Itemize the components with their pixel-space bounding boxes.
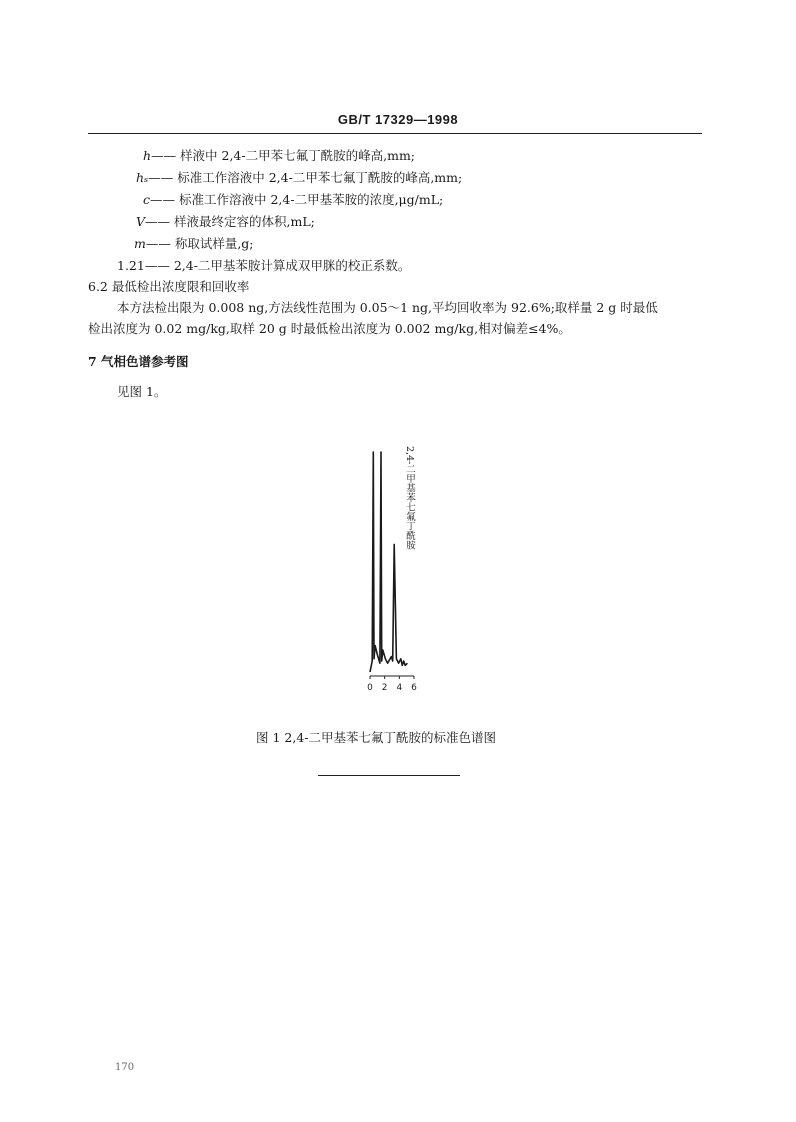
definition-text: —— 2,4-二甲基苯胺计算成双甲脒的校正系数。 (144, 258, 411, 273)
definition-symbol: hₛ (136, 170, 149, 185)
x-tick-label: 4 (396, 683, 403, 693)
definition-m (134, 236, 254, 252)
definition-h (143, 148, 415, 164)
definition-hs (136, 170, 462, 186)
section-6-2-line1: 本方法检出限为 0.008 ng,方法线性范围为 0.05～1 ng,平均回收率为 92.6%;取样量 2 g 时最低 (117, 300, 658, 315)
figure-caption: 图 1 2,4-二甲基苯七氟丁酰胺的标准色谱图 (256, 730, 497, 745)
definition-symbol: V (136, 214, 146, 229)
definition-symbol: h (143, 148, 152, 163)
running-header: GB/T 17329—1998 (337, 112, 459, 127)
definition-symbol: m (134, 236, 146, 251)
section-6-2-heading: 6.2 最低检出浓度限和回收率 (88, 279, 250, 294)
x-tick-label: 6 (411, 683, 417, 693)
header-rule (88, 133, 702, 134)
page-number: 170 (115, 1062, 135, 1073)
section-6-2-line2: 检出浓度为 0.02 mg/kg,取样 20 g 时最低检出浓度为 0.002 mg/kg,相对偏差≤4%。 (88, 321, 571, 336)
definition-text: —— 样液最终定容的体积,mL; (145, 214, 315, 229)
definition-v (136, 214, 315, 230)
peak-label: 2,4-二甲基苯七氟丁酰胺 (404, 446, 415, 550)
definition-symbol: 1.21 (117, 258, 145, 273)
definition-text: —— 标准工作溶液中 2,4-二甲苯七氟丁酰胺的峰高,mm; (148, 170, 463, 185)
section-7-heading: 7 气相色谱参考图 (88, 354, 189, 369)
x-tick-label: 2 (381, 683, 388, 693)
x-tick-label: 0 (367, 683, 373, 693)
definition-text: —— 称取试样量,g; (145, 236, 254, 251)
definition-factor (117, 258, 410, 274)
section-7-body: 见图 1。 (117, 384, 167, 399)
end-rule (318, 775, 460, 776)
definition-text: —— 标准工作溶液中 2,4-二甲基苯胺的浓度,μg/mL; (150, 192, 444, 207)
definition-c (143, 192, 443, 208)
definition-text: —— 样液中 2,4-二甲苯七氟丁酰胺的峰高,mm; (151, 148, 416, 163)
definition-symbol: c (143, 192, 151, 207)
